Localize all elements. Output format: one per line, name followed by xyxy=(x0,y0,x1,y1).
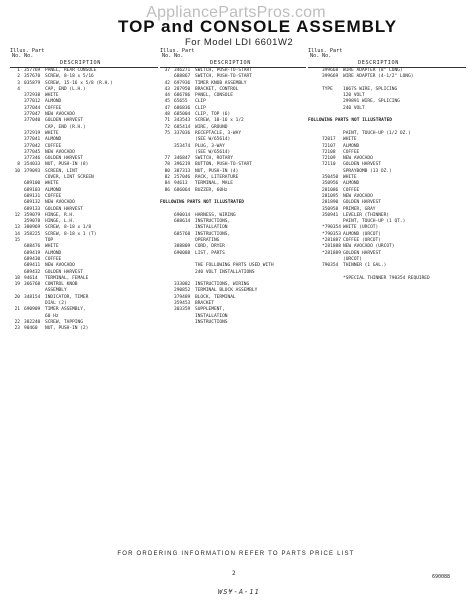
column-header xyxy=(10,48,158,68)
part-number: 377012 xyxy=(24,99,41,105)
part-number: 689133 xyxy=(24,206,41,212)
part-number: 688476 xyxy=(24,244,41,250)
part-number: 353474 xyxy=(174,143,191,149)
part-row xyxy=(308,276,466,282)
part-number: 94613 xyxy=(174,181,188,187)
part-description: (URCOT) xyxy=(343,256,362,262)
part-description: INSTRUCTIONS, xyxy=(195,219,231,225)
part-description: DIAL (2) xyxy=(45,300,67,306)
part-number: 689430 xyxy=(24,256,41,262)
illus-number: 18 xyxy=(14,275,20,281)
header-illus: Illus. Part xyxy=(10,48,45,54)
part-number: *281887 xyxy=(322,238,341,244)
part-number: 377044 xyxy=(24,105,41,111)
part-number: 790354 xyxy=(322,263,339,269)
part-description: INSTRUCTIONS xyxy=(195,319,228,325)
part-number: 690088 xyxy=(174,250,191,256)
part-number: 350450 xyxy=(322,175,339,181)
part-number: *790354 xyxy=(322,225,341,231)
part-description: BUTTON, PUSH-TO-START xyxy=(195,162,252,168)
part-number: *281889 xyxy=(322,250,341,256)
part-description: ALMOND xyxy=(343,181,360,187)
part-number: 359453 xyxy=(174,300,191,306)
part-description: *SPECIAL THINNER 790354 REQUIRED xyxy=(343,275,430,281)
part-number: 290852 xyxy=(174,288,191,294)
part-description: SWITCH, PUSH-TO-START xyxy=(195,68,252,73)
part-description: CAP, END (L.H.) xyxy=(45,86,86,92)
part-row xyxy=(10,326,158,332)
part-description: TIMER KNOB ASSEMBLY xyxy=(195,80,247,86)
column-header xyxy=(308,48,466,68)
part-description: COFFEE xyxy=(45,143,62,149)
part-description: COFFEE xyxy=(45,256,62,262)
part-description: COFFEE xyxy=(343,187,360,193)
part-number: 372938 xyxy=(24,93,41,99)
illus-number: 72 xyxy=(164,124,170,130)
part-number: 377041 xyxy=(24,137,41,143)
part-description: SCREW, 8-18 x 1 (T) xyxy=(45,231,97,237)
illus-number: 71 xyxy=(164,118,170,124)
part-description: COFFEE xyxy=(343,149,360,155)
part-description: PANEL, REAR CONSOLE xyxy=(45,68,97,73)
part-number: 281086 xyxy=(322,187,339,193)
part-description: NEW AVOCADO xyxy=(343,193,373,199)
part-number: 689132 xyxy=(24,200,41,206)
illus-number: 15 xyxy=(14,238,20,244)
part-description: SWITCH, PUSH-TO-START xyxy=(195,74,252,80)
part-number: 377346 xyxy=(24,156,41,162)
part-number: *790353 xyxy=(322,231,341,237)
part-number: 685004 xyxy=(174,112,191,118)
illus-number: 4 xyxy=(17,86,20,92)
part-description: SCREW, 8-18 x 1/8 xyxy=(45,225,92,231)
illus-number: 47 xyxy=(164,105,170,111)
part-description: SCREW, 8-18 x 5/16 xyxy=(45,74,94,80)
part-description: BRACKET, CONTROL xyxy=(195,86,239,92)
parts-column-2 xyxy=(160,48,306,326)
illus-number: 86 xyxy=(164,187,170,193)
part-description: NUT, PUSH-IN (2) xyxy=(45,326,89,332)
part-row xyxy=(160,320,306,326)
part-number: 688867 xyxy=(174,74,191,80)
part-number: 380969 xyxy=(24,225,41,231)
part-description: (SEE W/65614) xyxy=(195,137,231,143)
part-description: TIMER ASSEMBLY, xyxy=(45,307,86,313)
part-number: 379489 xyxy=(174,294,191,300)
part-number: 377042 xyxy=(24,143,41,149)
part-description: SWITCH, ROTARY xyxy=(195,156,233,162)
part-description: NEW AVOCADO xyxy=(45,149,75,155)
part-number: 348154 xyxy=(24,294,41,300)
part-description: 299891 WIRE, SPLICING xyxy=(343,99,400,105)
part-number: 72110 xyxy=(322,162,336,168)
part-description: WHITE (URCOT) xyxy=(343,225,379,231)
part-number: 688614 xyxy=(174,219,191,225)
part-number: 689432 xyxy=(24,269,41,275)
watermark-text: AppliancePartsPros.com xyxy=(146,4,326,21)
part-number: 303359 xyxy=(174,307,191,313)
part-number: 690909 xyxy=(24,307,41,313)
illus-number: 42 xyxy=(164,80,170,86)
illus-number: 80 xyxy=(164,168,170,174)
illus-number: 48 xyxy=(164,112,170,118)
part-description: 240 VOLT INSTALLATIONS xyxy=(195,269,255,275)
part-description: NEW AVOCADO xyxy=(343,156,373,162)
part-description: BUZZER, 60Hz xyxy=(195,187,228,193)
illus-number: 45 xyxy=(164,99,170,105)
part-description: WHITE xyxy=(343,137,357,143)
ordering-footer: FOR ORDERING INFORMATION REFER TO PARTS PRICE LIST xyxy=(117,551,355,557)
header-illus-no: No. xyxy=(162,53,172,59)
part-number: *281888 xyxy=(322,244,341,250)
part-number: 350956 xyxy=(322,181,339,187)
handwritten-note: WS¥-A-11 xyxy=(218,588,260,596)
illus-number: 43 xyxy=(164,86,170,92)
part-description: PANEL, CONSOLE xyxy=(195,93,233,99)
illus-number: 19 xyxy=(14,282,20,288)
part-number: 689131 xyxy=(24,193,41,199)
part-number: 359079 xyxy=(24,212,41,218)
illus-number: 82 xyxy=(164,175,170,181)
part-number: 72017 xyxy=(322,137,336,143)
part-number: 359078 xyxy=(24,219,41,225)
part-description: CONTROL KNOB xyxy=(45,282,78,288)
part-description: 1067S WIRE, SPLICING xyxy=(343,86,398,92)
part-number: 379093 xyxy=(24,168,41,174)
part-number: 399668 xyxy=(322,68,339,73)
part-number: 685768 xyxy=(174,231,191,237)
part-description: NEW AVOCADO xyxy=(45,200,75,206)
part-number: 357670 xyxy=(24,74,41,80)
part-description: CORD, DRYER xyxy=(195,244,225,250)
model-subtitle: For Model LDI 6601W2 xyxy=(185,37,294,48)
part-number: 685414 xyxy=(174,124,191,130)
part-description: COVER, LINT SCREEN xyxy=(45,175,94,181)
part-description: NEW AVOCADO xyxy=(45,112,75,118)
part-number: 357769 xyxy=(24,68,41,73)
part-description: WIRE ADAPTER (8" LONG) xyxy=(343,68,403,73)
part-description: TERMINAL BLOCK ASSEMBLY xyxy=(195,288,258,294)
part-description: SCREW, 15-16 x 5/8 (R.H.) xyxy=(45,80,113,86)
part-description: WHITE xyxy=(45,93,59,99)
illus-number: 10 xyxy=(14,168,20,174)
part-number: 94614 xyxy=(24,275,38,281)
part-description: GOLDEN HARVEST xyxy=(343,200,381,206)
part-description: TERMINAL, FEMALE xyxy=(45,275,89,281)
part-description: CLIP xyxy=(195,99,206,105)
part-description: WHITE xyxy=(343,175,357,181)
part-description: ALMOND xyxy=(45,187,62,193)
part-number: 377045 xyxy=(24,149,41,155)
part-description: TERMINAL, MALE xyxy=(195,181,233,187)
part-description: 60 Hz xyxy=(45,313,59,319)
part-number: 257046 xyxy=(174,175,191,181)
part-description: BLOCK, TERMINAL xyxy=(195,294,236,300)
part-number: 287950 xyxy=(174,86,191,92)
part-number: 387313 xyxy=(174,168,191,174)
header-description: DESCRIPTION xyxy=(210,60,251,66)
part-description: GOLDEN HARVEST xyxy=(45,206,83,212)
part-description: PAINT, TOUCH-UP (1 QT.) xyxy=(343,219,406,225)
illus-number: 12 xyxy=(14,212,20,218)
part-description: SCREW, 10-16 x 1/2 xyxy=(195,118,244,124)
column-header xyxy=(160,48,306,68)
part-description: NUT, PUSH-IN (8) xyxy=(45,162,89,168)
part-description: COFFEE (URCOT) xyxy=(343,238,381,244)
part-number: 366768 xyxy=(24,282,41,288)
page-number: 2 xyxy=(232,570,236,577)
header-part-no: No. xyxy=(322,53,332,59)
part-description: GOLDEN HARVEST xyxy=(343,162,381,168)
part-description: CAP, END (R.H.) xyxy=(45,124,86,130)
part-description: SCREW, TAPPING xyxy=(45,319,83,325)
part-number: 72108 xyxy=(322,149,336,155)
illus-number: 23 xyxy=(14,326,20,332)
header-illus-no: No. xyxy=(12,53,22,59)
part-description: OPERATING xyxy=(195,238,220,244)
part-description: CLIP xyxy=(195,105,206,111)
part-description: WHITE xyxy=(45,181,59,187)
part-number: 689100 xyxy=(24,181,41,187)
part-description: COFFEE xyxy=(45,105,62,111)
part-description: PLUG, 3-WAY xyxy=(195,143,225,149)
part-number: 377047 xyxy=(24,112,41,118)
part-description: FOLLOWING PARTS NOT ILLUSTRATED xyxy=(308,118,392,124)
part-description: WHITE xyxy=(45,130,59,136)
part-number: 689103 xyxy=(24,187,41,193)
illus-number: 2 xyxy=(17,74,20,80)
illus-number: 14 xyxy=(14,231,20,237)
part-number: 686786 xyxy=(174,93,191,99)
part-description: (SEE W/65614) xyxy=(195,149,231,155)
part-number: 333082 xyxy=(174,282,191,288)
part-description: PRIMER, GRAY xyxy=(343,206,376,212)
illus-number: 84 xyxy=(164,181,170,187)
part-number: 035879 xyxy=(24,80,41,86)
part-description: HARNESS, WIRING xyxy=(195,212,236,218)
part-description: NUT, PUSH-IN (4) xyxy=(195,168,239,174)
part-description: GOLDEN HARVEST xyxy=(343,250,381,256)
part-description: THE FOLLOWING PARTS USED WITH xyxy=(195,263,274,269)
part-description: THINNER (1 GAL.) xyxy=(343,263,387,269)
header-description: DESCRIPTION xyxy=(60,60,101,66)
part-number: 689411 xyxy=(24,263,41,269)
part-description: ASSEMBLY xyxy=(45,288,67,294)
header-illus: Illus. Part xyxy=(308,48,343,54)
part-number: 399669 xyxy=(322,74,339,80)
part-description: FOLLOWING PARTS NOT ILLUSTRATED xyxy=(160,200,244,206)
part-description: HINGE, L.H. xyxy=(45,219,75,225)
part-description: NEW AVOCADO (URCOT) xyxy=(343,244,395,250)
illus-number: 8 xyxy=(17,162,20,168)
part-description: GOLDEN HARVEST xyxy=(45,269,83,275)
part-number: 354033 xyxy=(24,162,41,168)
part-description: RECEPTACLE, 3-WAY xyxy=(195,130,242,136)
part-description: ALMOND xyxy=(45,137,62,143)
part-description: COFFEE xyxy=(45,193,62,199)
part-description: TOP xyxy=(45,238,54,244)
part-description: PAINT, TOUCH-UP (1/2 OZ.) xyxy=(343,130,411,136)
illus-number: 3 xyxy=(17,80,20,86)
part-number: 382240 xyxy=(24,319,41,325)
part-number: 350958 xyxy=(322,206,339,212)
part-description: INSTALLATION xyxy=(195,313,228,319)
part-number: 346847 xyxy=(174,156,191,162)
part-description: LIST, PARTS xyxy=(195,250,225,256)
part-number: TYPE xyxy=(322,86,333,92)
document-code: 690088 xyxy=(432,574,451,580)
part-description: 120 VOLT xyxy=(343,93,365,99)
illus-number: 1 xyxy=(17,68,20,73)
part-description: GOLDEN HARVEST xyxy=(45,156,83,162)
part-description: INSTALLATION xyxy=(195,225,228,231)
part-number: 358225 xyxy=(24,231,41,237)
part-description: ALMOND xyxy=(343,143,360,149)
header-illus: Illus. Part xyxy=(160,48,195,54)
header-part-no: No. xyxy=(24,53,34,59)
part-description: INSTRUCTIONS, xyxy=(195,231,231,237)
part-description: INDICATOR, TIMER xyxy=(45,294,89,300)
header-part-no: No. xyxy=(174,53,184,59)
illus-number: 37 xyxy=(164,68,170,73)
header-description: DESCRIPTION xyxy=(358,60,399,66)
part-description: CLIP, TOP (6) xyxy=(195,112,231,118)
part-description: SPRAYBOMB (13 OZ.) xyxy=(343,168,392,174)
part-number: 346271 xyxy=(174,68,191,73)
part-number: 281890 xyxy=(322,200,339,206)
part-number: 65655 xyxy=(174,99,188,105)
part-number: 686836 xyxy=(174,105,191,111)
part-description: ALMOND xyxy=(45,250,62,256)
parts-column-3 xyxy=(308,48,466,282)
part-number: 72107 xyxy=(322,143,336,149)
part-number: 388809 xyxy=(174,244,191,250)
part-description: NEW AVOCADO xyxy=(45,263,75,269)
page-title: TOP and CONSOLE ASSEMBLY xyxy=(118,17,398,36)
illus-number: 44 xyxy=(164,93,170,99)
part-description: HINGE, R.H. xyxy=(45,212,75,218)
illus-number: 22 xyxy=(14,319,20,325)
part-description: BRACKET xyxy=(195,300,214,306)
part-number: 689419 xyxy=(24,250,41,256)
part-description: SCREEN, LINT xyxy=(45,168,78,174)
illus-number: 78 xyxy=(164,162,170,168)
illus-number: 21 xyxy=(14,307,20,313)
illus-number: 75 xyxy=(164,130,170,136)
part-description: WHITE xyxy=(45,244,59,250)
part-description: LEVELER (THINNER) xyxy=(343,212,390,218)
part-description: ALMOND (URCOT) xyxy=(343,231,381,237)
part-description: ALMOND xyxy=(45,99,62,105)
part-number: 343543 xyxy=(174,118,191,124)
part-number: 690014 xyxy=(174,212,191,218)
part-number: 337036 xyxy=(174,130,191,136)
header-illus-no: No. xyxy=(310,53,320,59)
part-number: 686064 xyxy=(174,187,191,193)
part-number: 72109 xyxy=(322,156,336,162)
part-number: 350941 xyxy=(322,212,339,218)
part-description: WIRE ADAPTER (4-1/2" LONG) xyxy=(343,74,414,80)
part-description: SUPPLEMENT, xyxy=(195,307,225,313)
illus-number: 20 xyxy=(14,294,20,300)
parts-column-1 xyxy=(10,48,158,332)
part-number: 281095 xyxy=(322,193,339,199)
part-description: 240 VOLT xyxy=(343,105,365,111)
illus-number: 13 xyxy=(14,225,20,231)
part-number: 372919 xyxy=(24,130,41,136)
part-description: RACK, LITERATURE xyxy=(195,175,239,181)
part-description: WIRE, GROUND xyxy=(195,124,228,130)
illus-number: 77 xyxy=(164,156,170,162)
part-description: GOLDEN HARVEST xyxy=(45,118,83,124)
part-number: 90460 xyxy=(24,326,38,332)
part-number: 377040 xyxy=(24,118,41,124)
part-description: INSTRUCTIONS, WIRING xyxy=(195,282,250,288)
part-number: 697936 xyxy=(174,80,191,86)
part-number: 396219 xyxy=(174,162,191,168)
